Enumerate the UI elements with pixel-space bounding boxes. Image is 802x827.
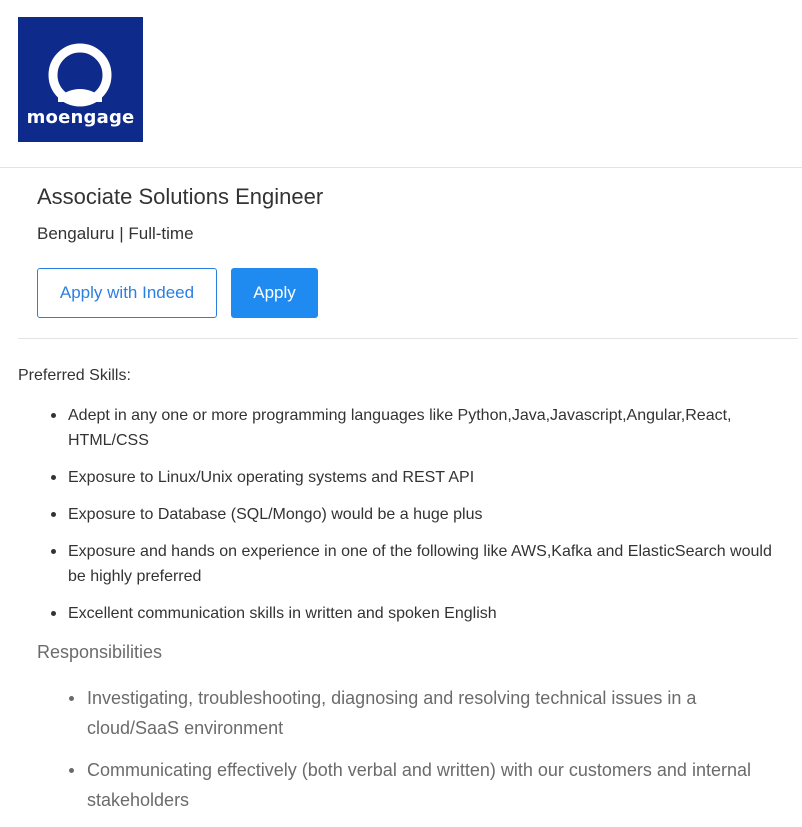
list-item: Exposure to Linux/Unix operating systems and REST API — [68, 465, 788, 490]
responsibilities-heading: Responsibilities — [37, 642, 163, 662]
preferred-skills-heading: Preferred Skills: — [18, 367, 131, 384]
preferred-skills-list — [68, 403, 788, 638]
list-item: Investigating, troubleshooting, diagnosing and resolving technical issues in a cloud/SaaS environment — [87, 683, 787, 743]
apply-button[interactable]: Apply — [231, 268, 318, 318]
apply-with-indeed-button[interactable]: Apply with Indeed — [37, 268, 217, 318]
list-item: Excellent communication skills in written and spoken English — [68, 601, 788, 626]
list-item: Exposure and hands on experience in one of the following like AWS,Kafka and ElasticSearch would be highly preferred — [68, 539, 788, 589]
page-header — [0, 0, 802, 168]
job-location-type: Bengaluru | Full-time — [37, 224, 194, 243]
job-title: Associate Solutions Engineer — [37, 184, 324, 209]
responsibilities-list — [87, 683, 787, 827]
section-divider — [18, 338, 798, 339]
company-logo[interactable] — [18, 17, 143, 142]
list-item: Communicating effectively (both verbal and written) with our customers and internal stakeholders — [87, 755, 787, 815]
list-item: Adept in any one or more programming languages like Python,Java,Javascript,Angular,React, HTML/CSS — [68, 403, 788, 453]
list-item: Exposure to Database (SQL/Mongo) would be a huge plus — [68, 502, 788, 527]
logo-text: moengage — [26, 107, 135, 128]
